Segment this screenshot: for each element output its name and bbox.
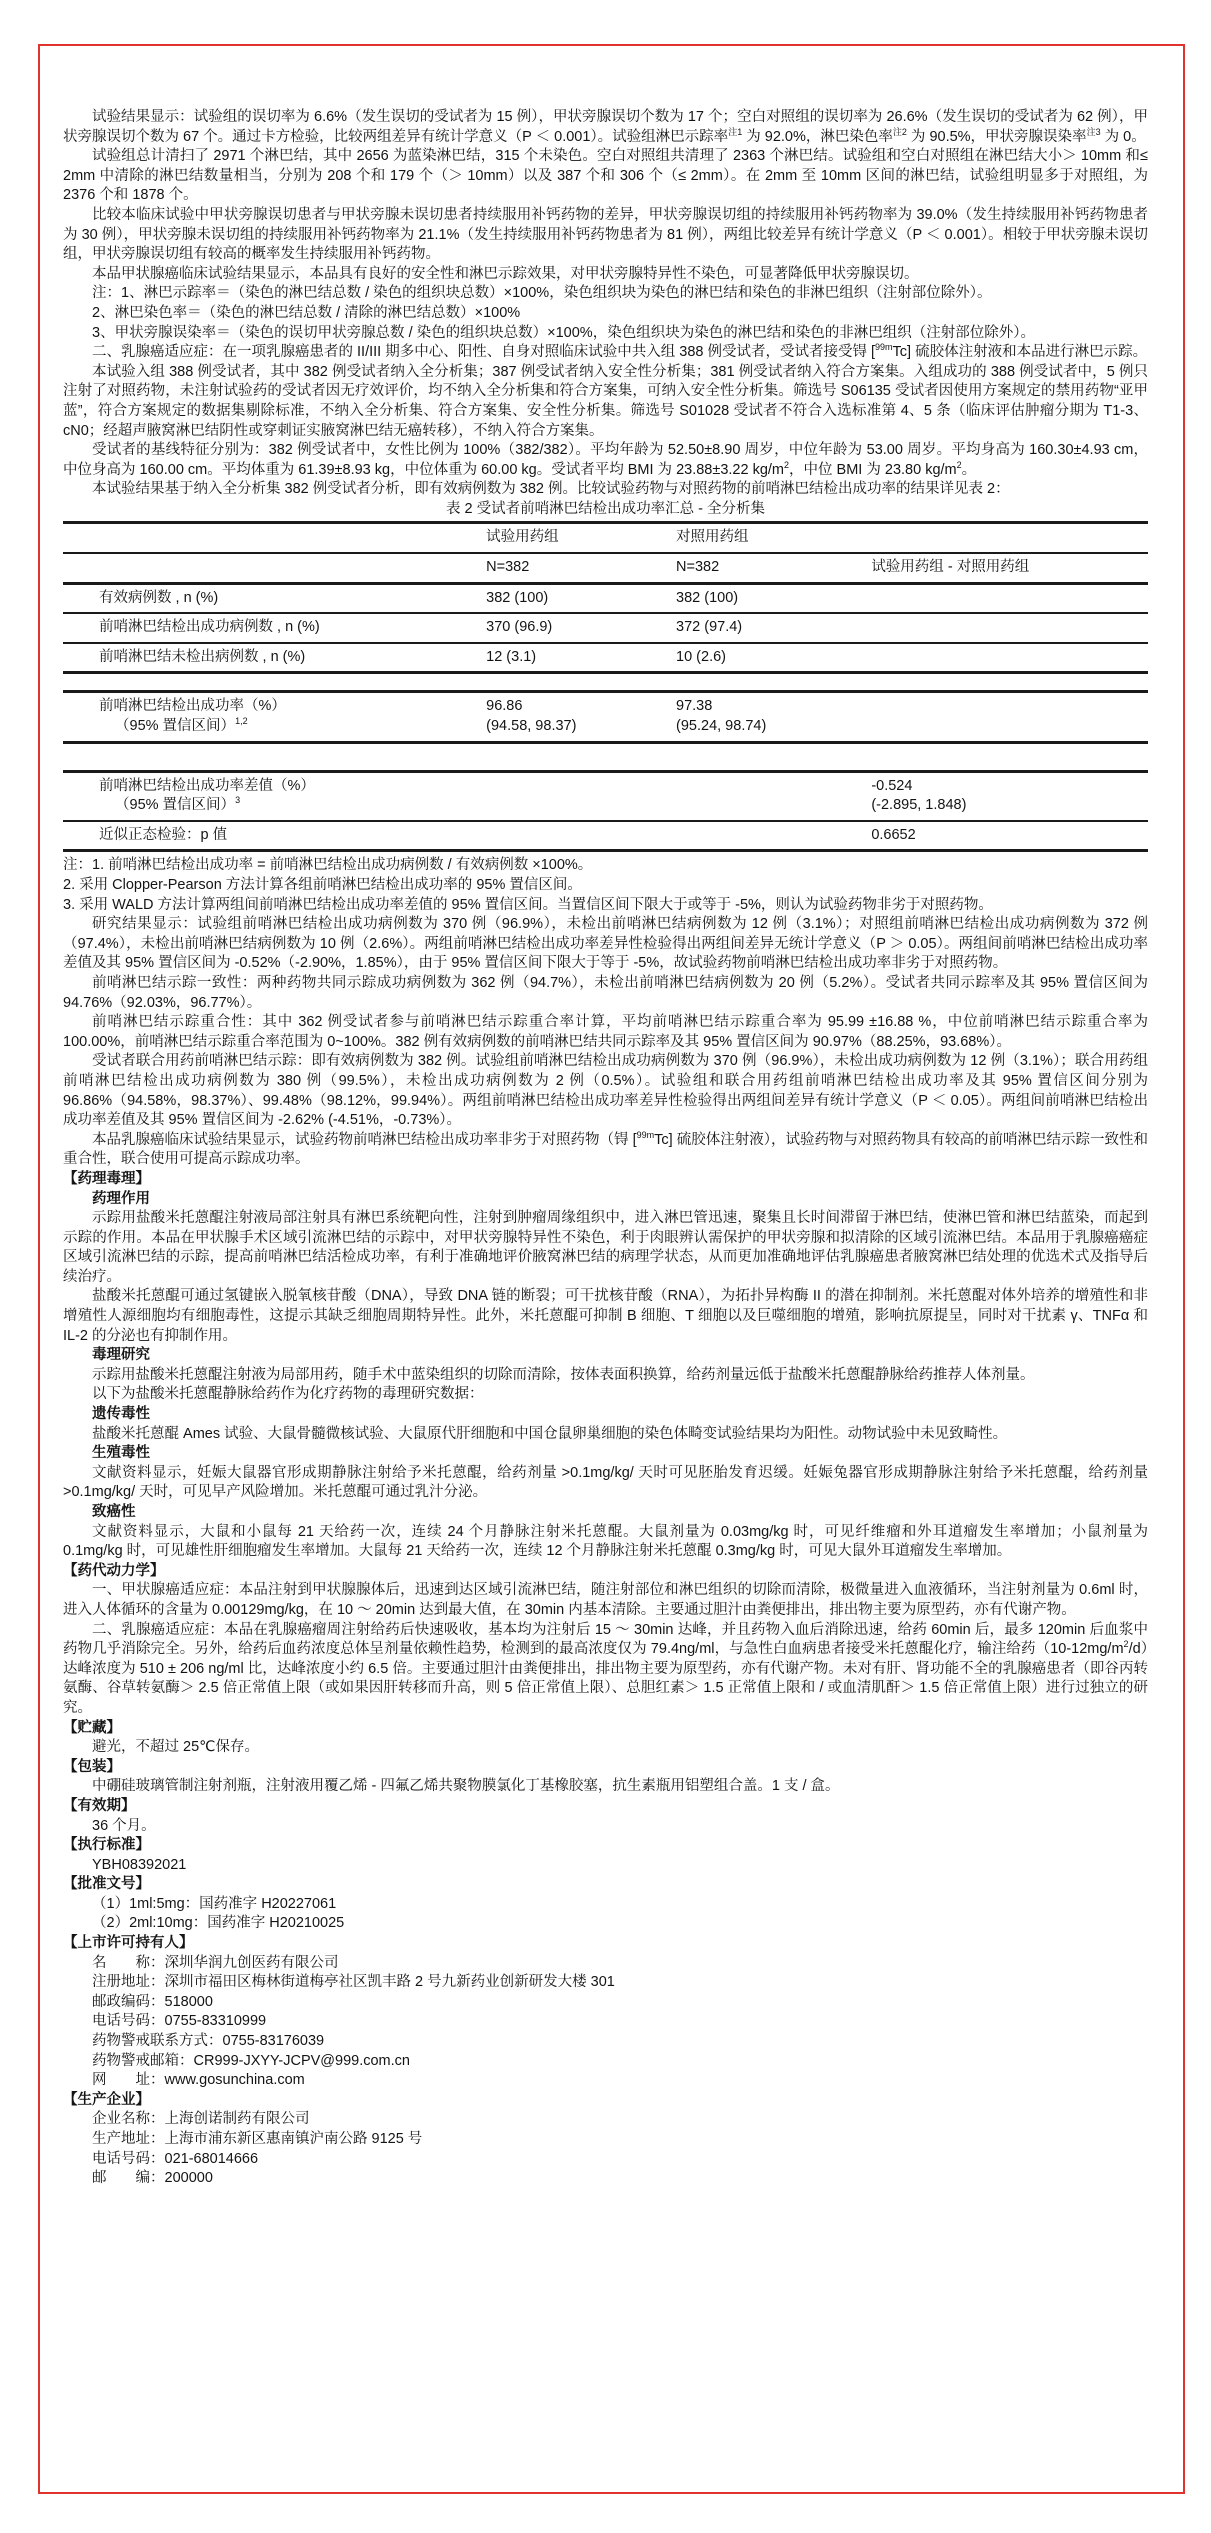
table-cell: N=382 <box>676 559 720 576</box>
paragraph: 邮 编：200000 <box>92 2170 213 2187</box>
section-heading: 【批准文号】 <box>63 1876 150 1893</box>
paragraph: 前哨淋巴结示踪重合性：其中 362 例受试者参与前哨淋巴结示踪重合率计算，平均前哨淋巴结示踪重合率为 95.99 ±16.88 %，中位前哨淋巴结示踪重合率为 100.00%，前哨淋巴结示踪重合率范围为 0~100%。382 例有效病例数的前哨淋巴结共同示踪率及其 95% 置信区间为 90.97%（88.25%，93.68%）。 <box>63 1014 1148 1050</box>
table-cell: 有效病例数 , n (%) <box>99 589 219 606</box>
paragraph: 二、乳腺癌适应症：在一项乳腺癌患者的 II/III 期多中心、阳性、自身对照临床试验中共入组 388 例受试者，受试者接受锝 [$^{99m}$Tc] 硫胶体注射液和本品进行淋巴示踪。 <box>92 342 1148 361</box>
table-cell: 10 (2.6) <box>676 648 726 665</box>
table-row <box>63 585 1148 615</box>
sub-heading: 药理作用 <box>92 1190 150 1207</box>
results-table <box>63 521 1148 852</box>
paragraph: 注册地址：深圳市福田区梅林街道梅亭社区凯丰路 2 号九新药业创新研发大楼 301 <box>92 1974 615 1991</box>
table-row <box>63 644 1148 672</box>
table-cell: 对照用药组 <box>676 529 749 546</box>
section-heading: 【药代动力学】 <box>63 1562 165 1579</box>
table-cell <box>871 585 1148 613</box>
table-note: 注：1. 前哨淋巴结检出成功率 = 前哨淋巴结检出成功病例数 / 有效病例数 ×100%。 <box>63 857 593 874</box>
paragraph: 网 址：www.gosunchina.com <box>92 2072 305 2089</box>
table-row <box>63 524 1148 554</box>
paragraph: 药物警戒联系方式：0755-83176039 <box>92 2033 325 2050</box>
paragraph: （1）1ml:5mg：国药准字 H20227061 <box>92 1895 337 1912</box>
table-cell: 前哨淋巴结检出成功病例数 , n (%) <box>99 619 320 636</box>
section-heading: 【上市许可持有人】 <box>63 1935 194 1952</box>
paragraph: 生产地址：上海市浦东新区惠南镇沪南公路 9125 号 <box>92 2131 423 2147</box>
table-cell: 试验用药组 <box>486 529 559 546</box>
table-note: 3. 采用 WALD 方法计算两组间前哨淋巴结检出成功率差值的 95% 置信区间。当置信区间下限大于或等于 -5%，则认为试验药物非劣于对照药物。 <box>63 896 993 913</box>
paragraph: YBH08392021 <box>92 1856 187 1873</box>
table-row <box>63 554 1148 585</box>
section-heading: 【贮藏】 <box>63 1719 121 1736</box>
table-row <box>63 773 1148 822</box>
table-cell: 97.38 (95.24, 98.74) <box>676 698 767 735</box>
paragraph: 文献资料显示，妊娠大鼠器官形成期静脉注射给予米托蒽醌，给药剂量 >0.1mg/kg/ 天时可见胚胎发育迟缓。妊娠兔器官形成期静脉注射给予米托蒽醌，给药剂量 >0.1mg/kg/ 天时，可见早产风险增加。米托蒽醌可通过乳汁分泌。 <box>63 1464 1148 1501</box>
table-cell <box>63 554 486 582</box>
table-cell: 前哨淋巴结检出成功率差值（%） （95% 置信区间）$^3$ <box>99 777 315 814</box>
sub-heading: 致癌性 <box>92 1504 136 1520</box>
paragraph: 受试者的基线特征分别为：382 例受试者中，女性比例为 100%（382/382）。平均年龄为 52.50±8.90 周岁，中位年龄为 53.00 周岁。平均身高为 160.30±4.93 cm，中位身高为 160.00 cm。平均体重为 61.39±8.93 kg，中位体重为 60.00 kg。受试者平均 BMI 为 23.88±3.22 $kg/m^2$，中位 BMI 为 23.80 $kg/m^2$。 <box>63 442 1148 478</box>
table-cell: 382 (100) <box>676 589 739 606</box>
table-caption: 表 2 受试者前哨淋巴结检出成功率汇总 - 全分析集 <box>445 500 765 517</box>
sub-heading: 生殖毒性 <box>92 1445 150 1462</box>
paragraph: 以下为盐酸米托蒽醌静脉给药作为化疗药物的毒理研究数据： <box>92 1386 484 1403</box>
table-cell: 370 (96.9) <box>486 619 553 636</box>
paragraph: 注：1、淋巴示踪率＝（染色的淋巴结总数 / 染色的组织块总数）×100%，染色组织块为染色的淋巴结和染色的非淋巴组织（注射部位除外）。 <box>92 285 992 302</box>
paragraph: 本品乳腺癌临床试验结果显示，试验药物前哨淋巴结检出成功率非劣于对照药物（锝 [$^{99m}$Tc] 硫胶体注射液），试验药物与对照药物具有较高的前哨淋巴结示踪一致性和重合性，联合使用可提高示踪成功率。 <box>63 1129 1148 1168</box>
table-row <box>63 614 1148 644</box>
section-heading: 【执行标准】 <box>63 1837 150 1854</box>
section-heading: 【生产企业】 <box>63 2091 150 2108</box>
table-cell: 0.6652 <box>871 826 916 843</box>
paragraph: 受试者联合用药前哨淋巴结示踪：即有效病例数为 382 例。试验组前哨淋巴结检出成功病例数为 370 例（96.9%），未检出成功病例数为 12 例（3.1%）；联合用药组前哨淋巴结检出成功病例数为 380 例（99.5%），未检出成功病例数为 2 例（0.5%）。试验组和联合用药组前哨淋巴结检出成功率及其 95% 置信区间分别为 96.86%（94.58%，98.37%）、99.48%（98.12%，99.94%）。两组前哨淋巴结检出成功率差异性检验得出两组间差异有统计学意义（P ＜ 0.05）。两组间前哨淋巴结检出成功率差值及其 95% 置信区间为 -2.62% (-4.51%，-0.73%）。 <box>63 1053 1148 1129</box>
paragraph: 企业名称：上海创诺制药有限公司 <box>92 2111 310 2128</box>
paragraph: 电话号码：0755-83310999 <box>92 2013 267 2030</box>
paragraph: 电话号码：021-68014666 <box>92 2150 259 2167</box>
paragraph: 邮政编码：518000 <box>92 1993 213 2010</box>
table-cell <box>871 644 1148 672</box>
table-cell: 12 (3.1) <box>486 648 537 665</box>
table-row <box>63 822 1148 850</box>
paragraph: 药物警戒邮箱：CR999-JXYY-JCPV@999.com.cn <box>92 2052 410 2069</box>
paragraph: 2、淋巴染色率＝（染色的淋巴结总数 / 清除的淋巴结总数）×100% <box>92 304 521 321</box>
table-note: 2. 采用 Clopper-Pearson 方法计算各组前哨淋巴结检出成功率的 95% 置信区间。 <box>63 877 582 893</box>
paragraph: 盐酸米托蒽醌可通过氢键嵌入脱氧核苷酸（DNA），导致 DNA 链的断裂；可干扰核苷酸（RNA），为拓扑异构酶 II 的潜在抑制剂。米托蒽醌对体外培养的增殖性和非增殖性人源细胞均有细胞毒性，这提示其缺乏细胞周期特异性。此外，米托蒽醌可抑制 B 细胞、T 细胞以及巨噬细胞的增殖，影响抗原提呈，同时对干扰素 γ、TNFα 和 IL-2 的分泌也有抑制作用。 <box>63 1288 1148 1344</box>
paragraph: 中硼硅玻璃管制注射剂瓶，注射液用覆乙烯 - 四氟乙烯共聚物膜氯化丁基橡胶塞，抗生素瓶用铝塑组合盖。1 支 / 盒。 <box>92 1778 840 1795</box>
paragraph: 避光，不超过 25℃保存。 <box>92 1739 259 1756</box>
table-cell: N=382 <box>486 559 530 576</box>
table-cell <box>63 524 486 552</box>
table-cell: 试验用药组 - 对照用药组 <box>871 559 1030 576</box>
table-cell: 前哨淋巴结检出成功率（%） （95% 置信区间）$^{1,2}$ <box>99 698 286 735</box>
sub-heading: 遗传毒性 <box>92 1406 150 1423</box>
paragraph: 本试验结果基于纳入全分析集 382 例受试者分析，即有效病例数为 382 例。比较试验药物与对照药物的前哨淋巴结检出成功率的结果详见表 2： <box>92 481 1010 498</box>
paragraph: 二、乳腺癌适应症：本品在乳腺癌瘤周注射给药后快速吸收，基本均为注射后 15 ～ 30min 达峰，并且药物入血后消除迅速，给药 60min 后，最多 120min 后血浆中药物几乎消除完全。另外，给药后血药浓度总体呈剂量依赖性趋势，检测到的最高浓度仅为 79.4ng/ml，与急性白血病患者接受米托蒽醌化疗，输注给药$(10-12mg/m^2/d)$达峰浓度为 510 ± 206 ng/ml 比，达峰浓度小约 6.5 倍。主要通过胆汁由粪便排出，排出物主要为原型药，亦有代谢产物。未对有肝、肾功能不全的乳腺癌患者（即谷丙转氨酶、谷草转氨酶＞ 2.5 倍正常值上限（或如果因肝转移而升高，则 5 倍正常值上限）、总胆红素＞ 1.5 正常值上限和 / 或血清肌酐＞ 1.5 倍正常值上限）进行过独立的研究。 <box>63 1621 1148 1716</box>
table-cell <box>871 524 1148 552</box>
paragraph: 文献资料显示，大鼠和小鼠每 21 天给药一次，连续 24 个月静脉注射米托蒽醌。大鼠剂量为 0.03mg/kg 时，可见纤维瘤和外耳道瘤发生率增加；小鼠剂量为 0.1mg/kg 时，可见雄性肝细胞瘤发生率增加。大鼠每 21 天给药一次，连续 12 个月静脉注射米托蒽醌 0.3mg/kg 时，可见大鼠外耳道瘤发生率增加。 <box>63 1523 1148 1560</box>
paragraph: 比较本临床试验中甲状旁腺误切患者与甲状旁腺未误切患者持续服用补钙药物的差异，甲状旁腺误切组的持续服用补钙药物率为 39.0%（发生持续服用补钙药物患者为 30 例），甲状旁腺未误切组的持续服用补钙药物率为 21.1%（发生持续服用补钙药物患者为 81 例），两组比较差异有统计学意义（P ＜ 0.001）。相较于甲状旁腺未误切组，甲状旁腺误切组有较高的概率发生持续服用补钙药物。 <box>63 206 1148 263</box>
table-cell <box>676 822 871 850</box>
paragraph: 研究结果显示：试验组前哨淋巴结检出成功病例数为 370 例（96.9%），未检出前哨淋巴结病例数为 12 例（3.1%）；对照组前哨淋巴结检出成功病例数为 372 例（97.4%），未检出前哨淋巴结病例数为 10 例（2.6%）。两组前哨淋巴结检出成功率差异性检验得出两组间差异无统计学意义（P ＞ 0.05）。两组间前哨淋巴结检出成功率差值及其 95% 置信区间为 -0.52%（-2.90%，1.85%），由于 95% 置信区间下限大于等于 -5%，故试验药物前哨淋巴结检出成功率非劣于对照药物。 <box>63 916 1148 972</box>
paragraph: 试验组总计清扫了 2971 个淋巴结，其中 2656 为蓝染淋巴结，315 个未染色。空白对照组共清理了 2363 个淋巴结。试验组和空白对照组在淋巴结大小＞ 10mm 和≤ 2mm 中清除的淋巴结数量相当，分别为 208 个和 179 个（＞ 10mm）以及 387 个和 306 个（≤ 2mm）。在 2mm 至 10mm 区间的淋巴结，试验组明显多于对照组，为 2376 个和 1878 个。 <box>63 148 1148 204</box>
paragraph: 36 个月。 <box>92 1817 156 1834</box>
table-cell: 96.86 (94.58, 98.37) <box>486 698 577 735</box>
document-body <box>63 108 1148 2189</box>
section-heading: 【有效期】 <box>63 1797 136 1814</box>
paragraph: （2）2ml:10mg：国药准字 H20210025 <box>92 1915 345 1932</box>
paragraph: 示踪用盐酸米托蒽醌注射液为局部用药，随手术中蓝染组织的切除而清除，按体表面积换算，给药剂量远低于盐酸米托蒽醌静脉给药推荐人体剂量。 <box>92 1366 1035 1383</box>
paragraph: 一、甲状腺癌适应症：本品注射到甲状腺腺体后，迅速到达区域引流淋巴结，随注射部位和淋巴组织的切除而清除，极微量进入血液循环，当注射剂量为 0.6ml 时，进入人体循环的含量为 0.00129mg/kg，在 10 ～ 20min 达到最大值，在 30min 内基本清除。主要通过胆汁由粪便排出，排出物主要为原型药，亦有代谢产物。 <box>63 1582 1148 1618</box>
table-cell: 372 (97.4) <box>676 619 743 636</box>
table-cell: 前哨淋巴结未检出病例数 , n (%) <box>99 648 306 665</box>
table-cell: -0.524 (-2.895, 1.848) <box>871 777 967 814</box>
paragraph: 示踪用盐酸米托蒽醌注射液局部注射具有淋巴系统靶向性，注射到肿瘤周缘组织中，进入淋巴管迅速，聚集且长时间滞留于淋巴结，使淋巴管和淋巴结蓝染，而起到示踪的作用。本品在甲状腺手术区域引流淋巴结的示踪中，对甲状旁腺特异性不染色，利于肉眼辨认需保护的甲状旁腺和拟清除的区域引流淋巴结。本品用于乳腺癌癌症区域引流淋巴结的示踪，提高前哨淋巴结活检成功率，有利于准确地评价腋窝淋巴结的病理学状态，从而更加准确地评估乳腺癌患者腋窝淋巴结处理的优选术式及指导后续治疗。 <box>63 1210 1148 1285</box>
paragraph: 试验结果显示：试验组的误切率为 6.6%（发生误切的受试者为 15 例），甲状旁腺误切个数为 17 个；空白对照组的误切率为 26.6%（发生误切的受试者为 62 例），甲状旁腺误切个数为 67 个。通过卡方检验，比较两组差异有统计学意义（P ＜ 0.001）。试验组淋巴示踪率$^{注1}$ 为 92.0%，淋巴染色率$^{注2}$ 为 90.5%，甲状旁腺误染率$^{注3}$ 为 0。 <box>63 109 1148 145</box>
table-row <box>63 693 1148 740</box>
paragraph: 本品甲状腺癌临床试验结果显示，本品具有良好的安全性和淋巴示踪效果，对甲状旁腺特异性不染色，可显著降低甲状旁腺误切。 <box>92 265 919 282</box>
paragraph: 盐酸米托蒽醌 Ames 试验、大鼠骨髓微核试验、大鼠原代肝细胞和中国仓鼠卵巢细胞的染色体畸变试验结果均为阳性。动物试验中未见致畸性。 <box>92 1425 1008 1442</box>
table-cell <box>486 822 676 850</box>
sub-heading: 毒理研究 <box>92 1347 150 1364</box>
paragraph: 名 称：深圳华润九创医药有限公司 <box>92 1954 339 1971</box>
table-cell <box>486 773 676 820</box>
table-cell <box>676 773 871 820</box>
table-cell: 382 (100) <box>486 589 549 606</box>
paragraph: 本试验入组 388 例受试者，其中 382 例受试者纳入全分析集；387 例受试者纳入安全性分析集；381 例受试者纳入符合方案集。入组成功的 388 例受试者中，5 例只注射了对照药物，未注射试验药的受试者因无疗效评价，均不纳入全分析集和符合方案集，可纳入安全性分析集。筛选号 S06135 受试者因使用方案规定的禁用药物“亚甲蓝”，符合方案规定的数据集剔除标准，不纳入全分析集、符合方案集、安全性分析集。筛选号 S01028 受试者不符合入选标准第 4、5 条（临床评估肿瘤分期为 T1-3、cN0；经超声腋窝淋巴结阴性或穿刺证实腋窝淋巴结无癌转移），不纳入符合方案集。 <box>63 363 1148 439</box>
table-cell <box>871 693 1148 740</box>
table-cell: 近似正态检验：p 值 <box>99 826 228 843</box>
section-heading: 【药理毒理】 <box>63 1170 150 1187</box>
paragraph: 前哨淋巴结示踪一致性：两种药物共同示踪成功病例数为 362 例（94.7%），未检出前哨淋巴结病例数为 20 例（5.2%）。受试者共同示踪率及其 95% 置信区间为 94.76%（92.03%，96.77%）。 <box>63 974 1148 1011</box>
table-cell <box>871 614 1148 642</box>
paragraph: 3、甲状旁腺误染率＝（染色的误切甲状旁腺总数 / 染色的组织块总数）×100%，染色组织块为染色的淋巴结和染色的非淋巴组织（注射部位除外）。 <box>92 324 1035 341</box>
section-heading: 【包装】 <box>63 1758 121 1775</box>
